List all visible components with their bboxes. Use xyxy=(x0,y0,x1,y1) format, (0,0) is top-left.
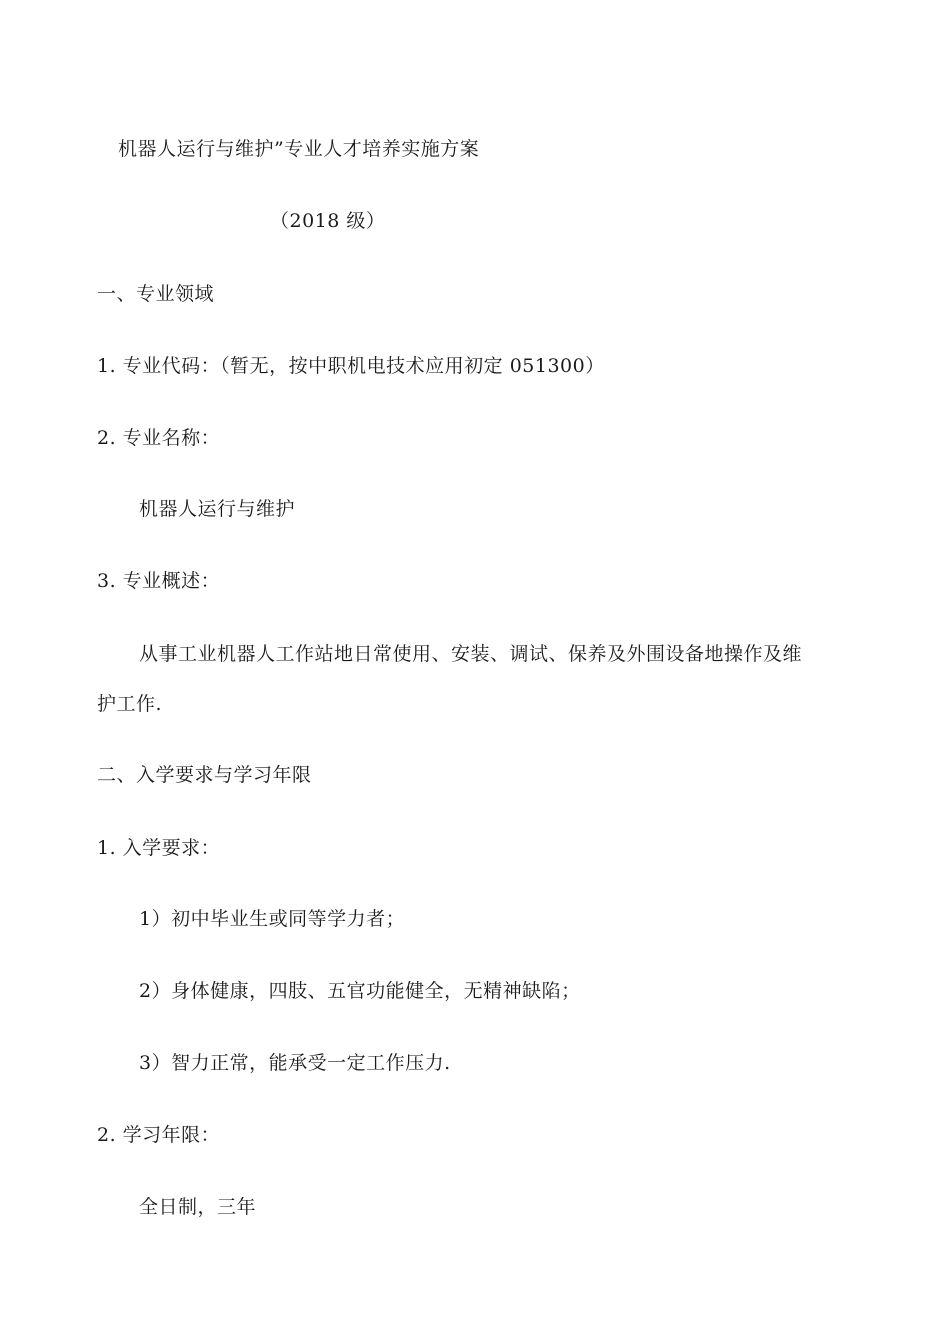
major-code-item: 1. 专业代码：（暂无，按中职机电技术应用初定 051300） xyxy=(97,355,605,377)
document-title: 机器人运行与维护”专业人才培养实施方案 xyxy=(118,138,480,160)
major-name-value: 机器人运行与维护 xyxy=(139,498,296,520)
requirement-item-1: 1）初中毕业生或同等学力者； xyxy=(139,908,406,930)
admission-requirements-label: 1. 入学要求： xyxy=(97,837,221,859)
section-heading-2: 二、入学要求与学习年限 xyxy=(97,764,312,786)
major-overview-text-line1: 从事工业机器人工作站地日常使用、安装、调试、保养及外围设备地操作及维 xyxy=(139,643,803,665)
major-overview-label: 3. 专业概述： xyxy=(97,570,221,592)
study-duration-value: 全日制，三年 xyxy=(139,1196,257,1218)
major-name-label: 2. 专业名称： xyxy=(97,427,221,449)
document-subtitle: （2018 级） xyxy=(270,210,386,232)
requirement-item-3: 3）智力正常，能承受一定工作压力. xyxy=(139,1052,451,1074)
requirement-item-2: 2）身体健康，四肢、五官功能健全，无精神缺陷； xyxy=(139,980,581,1002)
study-duration-label: 2. 学习年限： xyxy=(97,1124,221,1146)
section-heading-1: 一、专业领域 xyxy=(97,283,215,305)
major-overview-text-line2: 护工作. xyxy=(97,693,163,715)
